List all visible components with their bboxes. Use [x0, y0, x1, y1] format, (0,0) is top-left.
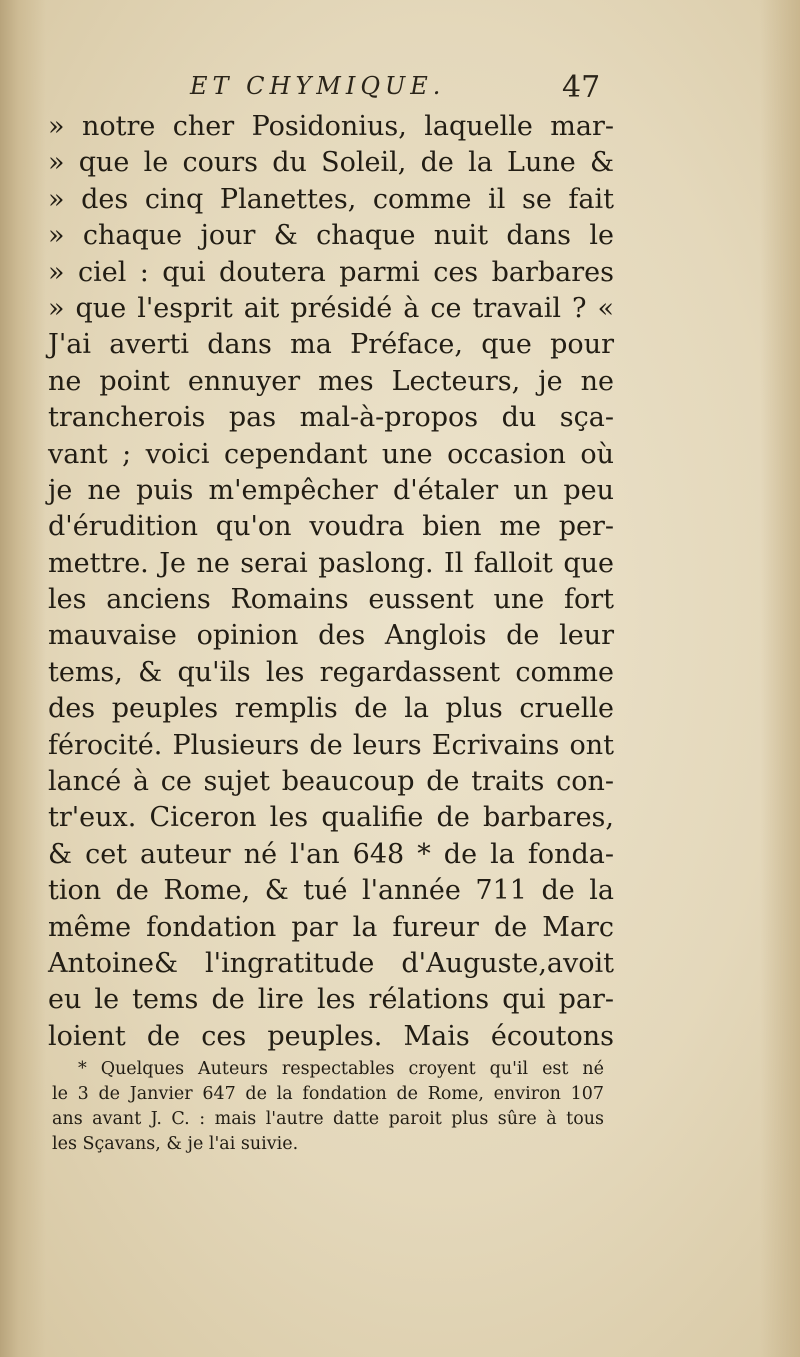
text-line: Antoine& l'ingratitude d'Auguste,avoit	[48, 947, 614, 979]
body-text	[48, 109, 614, 1055]
text-line: eu le tems de lire les rélations qui par-	[48, 984, 614, 1016]
text-line: J'ai averti dans ma Préface, que pour	[48, 329, 614, 361]
text-line: lancé à ce sujet beaucoup de traits con-	[48, 766, 614, 798]
text-line: les anciens Romains eussent une fort	[48, 584, 614, 616]
text-line: » notre cher Posidonius, laquelle mar-	[48, 111, 614, 142]
running-title: ET CHYMIQUE.	[190, 72, 446, 100]
footnote-line: ans avant J. C. : mais l'autre datte paroit plus sûre à tous	[52, 1109, 604, 1129]
text-line: même fondation par la fureur de Marc	[48, 911, 614, 943]
text-line: trancherois pas mal-à-propos du sça-	[48, 402, 614, 434]
footnote-line: * Quelques Auteurs respectables croyent qu'il est né	[78, 1059, 604, 1079]
text-line: vant ; voici cependant une occasion où	[48, 438, 614, 470]
text-line: loient de ces peuples. Mais écoutons	[48, 1020, 614, 1052]
text-line: ne point ennuyer mes Lecteurs, je ne	[48, 365, 614, 397]
text-line: férocité. Plusieurs de leurs Ecrivains ont	[48, 729, 614, 761]
footnote	[52, 1057, 604, 1157]
text-line: tr'eux. Ciceron les qualifie de barbares,	[48, 802, 614, 834]
text-line: » que le cours du Soleil, de la Lune &	[48, 147, 614, 179]
page-number: 47	[562, 70, 601, 105]
text-line: tems, & qu'ils les regardassent comme	[48, 656, 614, 688]
text-line: je ne puis m'empêcher d'étaler un peu	[48, 474, 614, 506]
text-line: des peuples remplis de la plus cruelle	[48, 693, 614, 725]
text-line: mauvaise opinion des Anglois de leur	[48, 620, 614, 652]
text-line: » ciel : qui doutera parmi ces barbares	[48, 256, 614, 288]
text-line: mettre. Je ne serai paslong. Il falloit que	[48, 547, 614, 579]
text-line: d'érudition qu'on voudra bien me per-	[48, 511, 614, 543]
footnote-line: le 3 de Janvier 647 de la fondation de Rome, environ 107	[52, 1084, 604, 1104]
text-line: » des cinq Planettes, comme il se fait	[48, 183, 614, 215]
footnote-line: les Sçavans, & je l'ai suivie.	[52, 1134, 299, 1154]
text-line: tion de Rome, & tué l'année 711 de la	[48, 875, 614, 907]
text-line: » chaque jour & chaque nuit dans le	[48, 220, 614, 252]
text-line: & cet auteur né l'an 648 * de la fonda-	[48, 838, 614, 870]
text-line: » que l'esprit ait présidé à ce travail ? «	[48, 292, 614, 324]
